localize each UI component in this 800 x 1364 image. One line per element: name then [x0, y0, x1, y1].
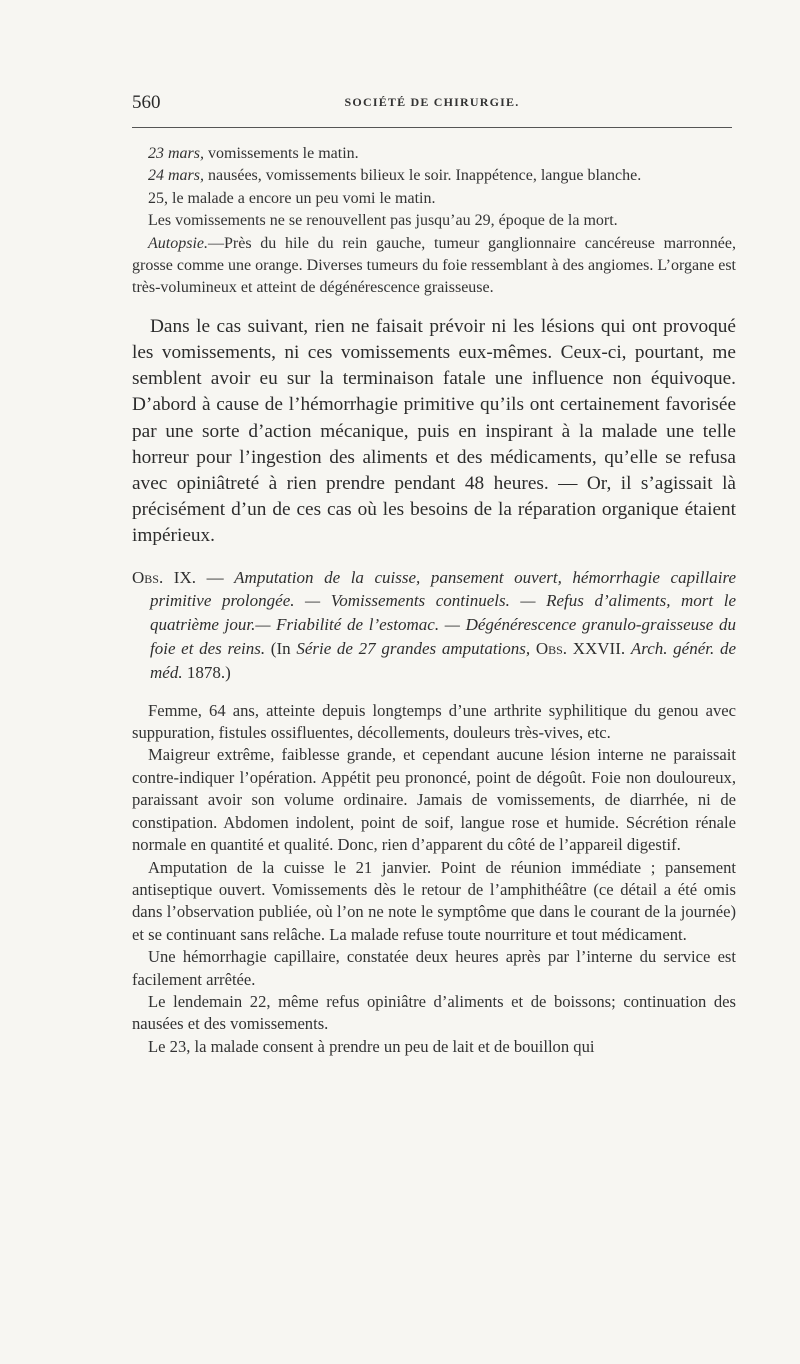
observation-title [132, 566, 736, 685]
autopsy-note [132, 233, 736, 300]
note-date: 23 mars, [148, 145, 205, 162]
source-open: (In [265, 639, 297, 659]
case-paragraph-hemorrhage: Une hémorrhagie capillaire, constatée deux heures après par l’interne du service est facilement arrêtée. [132, 947, 736, 989]
autopsy-text: —Près du hile du rein gauche, tumeur ganglionnaire cancéreuse marronnée, grosse comme une orange. Diverses tumeurs du foie ressemblant à des angiomes. L’organe est très-volumineux et atteint de dégénérescence graisseuse. [132, 234, 736, 297]
note-text: vomissements le matin. [204, 145, 359, 162]
autopsy-label: Autopsie. [148, 234, 208, 252]
observation-heading [132, 566, 736, 685]
source-obs: Obs. XXVII. [530, 639, 631, 659]
observation-dash: — [195, 567, 235, 587]
page-header [132, 92, 732, 116]
running-head: SOCIÉTÉ DE CHIRURGIE. [344, 95, 520, 109]
observation-label: Obs. IX. [132, 567, 196, 587]
discussion-section [132, 314, 736, 550]
source-series: Série de 27 grandes amputations, [296, 639, 531, 659]
case-paragraph-amputation: Amputation de la cuisse le 21 janvier. Point de réunion immédiate ; pansement antiseptique ouvert. Vomissements dès le retour de l’amphithéâtre (ce détail a été omis dans l’observation publiée, où l’on ne note le symptôme que dans le courant de la journée) et se continuant sans relâche. La malade refuse toute nourriture et tout médicament. [132, 857, 736, 944]
case-paragraph-day-22: Le lendemain 22, même refus opiniâtre d’aliments et de boissons; continuation des nausées et des vomissements. [132, 991, 736, 1034]
case-paragraph-condition: Maigreur extrême, faiblesse grande, et cependant aucune lésion interne ne paraissait contre-indiquer l’opération. Appétit peu prononcé, point de dégoût. Foie non douloureux, paraissant avoir son volume ordinaire. Jamais de vomissements, de diarrhée, ni de constipation. Abdomen indolent, point de soif, langue rose et humide. Sécrétion rénale normale en quantité et qualité. Donc, rien d’apparent du côté de l’appareil digestif. [132, 745, 736, 855]
source-year: 1878.) [182, 662, 231, 682]
case-paragraph-day-23: Le 23, la malade consent à prendre un peu de lait et de bouillon qui [148, 1036, 595, 1056]
case-paragraph-history: Femme, 64 ans, atteinte depuis longtemps d’une arthrite syphilitique du genou avec suppuration, fistules ossifluentes, décollements, douleurs très-vives, etc. [132, 700, 736, 743]
note-23-mars [132, 143, 736, 165]
previous-case-notes [132, 143, 736, 300]
observation-title-text: Amputation de la cuisse, pansement ouvert, hémorrhagie capillaire primitive prolongée. — Vomissements continuels. — Refus d’aliments, mort le quatrième jour.— Friabilité de l’estomac. — Dégénérescence granulo-graisseuse du foie et des reins. [150, 567, 737, 659]
note-text: nausées, vomissements bilieux le soir. Inappétence, langue blanche. [204, 167, 642, 185]
source-journal: Arch. génér. de méd. [150, 639, 736, 682]
note-until-death: Les vomissements ne se renouvellent pas jusqu’au 29, époque de la mort. [148, 212, 618, 230]
note-date: 24 mars, [148, 167, 205, 185]
note-24-mars [132, 165, 736, 187]
header-rule [132, 127, 732, 128]
note-25: 25, le malade a encore un peu vomi le matin. [148, 189, 436, 207]
page-body [132, 143, 736, 1058]
page-number: 560 [132, 92, 161, 113]
discussion-paragraph: Dans le cas suivant, rien ne faisait prévoir ni les lésions qui ont provoqué les vomissements, ni ces vomissements eux-mêmes. Ceux-ci, pourtant, me semblent avoir eu sur la terminaison fatale une influence non équivoque. D’abord à cause de l’hémorrhagie primitive qu’ils ont certainement favorisée par une sorte d’action mécanique, puis en inspirant à la malade une telle horreur pour l’ingestion des aliments et des médicaments, qu’elle se refusa avec opiniâtreté à rien prendre pendant 48 heures. — Or, il s’agissait là précisément d’un de ces cas où les besoins de la réparation organique étaient impérieux. [132, 315, 736, 547]
case-description [132, 700, 736, 1059]
